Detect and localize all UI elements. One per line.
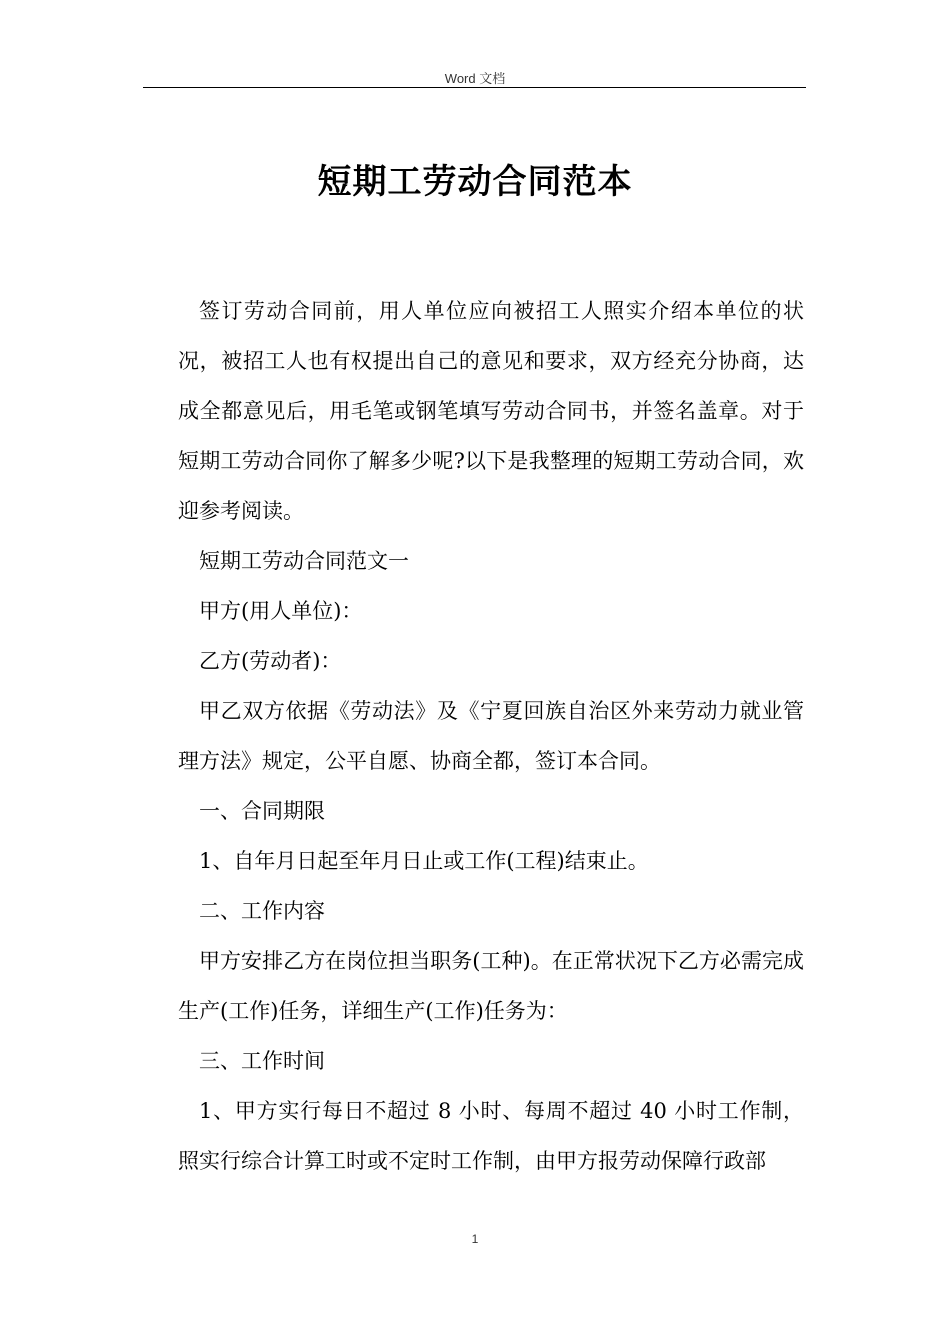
paragraph-party-a: 甲方(用人单位)： — [199, 599, 363, 623]
page-header-label: Word 文档 — [444, 71, 506, 86]
paragraph-term-clause: 1、自年月日起至年月日止或工作(工程)结束止。 — [199, 849, 649, 873]
section-heading-term: 一、合同期限 — [199, 799, 325, 823]
section-heading-work-hours: 三、工作时间 — [199, 1049, 325, 1073]
document-title: 短期工劳动合同范本 — [317, 162, 633, 202]
paragraph-legal-basis: 甲乙双方依据《劳动法》及《宁夏回族自治区外来劳动力就业管理方法》规定，公平自愿、协商全都，签订本合同。 — [178, 699, 804, 773]
paragraph-intro: 签订劳动合同前，用人单位应向被招工人照实介绍本单位的状况，被招工人也有权提出自己的意见和要求，双方经充分协商，达成全都意见后，用毛笔或钢笔填写劳动合同书，并签名盖章。对于短期工劳动合同你了解多少呢?以下是我整理的短期工劳动合同，欢迎参考阅读。 — [178, 299, 804, 523]
document-body — [178, 286, 804, 1186]
section-heading-work-content: 二、工作内容 — [199, 899, 325, 923]
paragraph-sample-heading: 短期工劳动合同范文一 — [199, 549, 409, 573]
paragraph-party-b: 乙方(劳动者)： — [199, 649, 342, 673]
paragraph-work-hours: 1、甲方实行每日不超过 8 小时、每周不超过 40 小时工作制，照实行综合计算工时或不定时工作制，由甲方报劳动保障行政部 — [178, 1099, 804, 1173]
paragraph-work-content: 甲方安排乙方在岗位担当职务(工种)。在正常状况下乙方必需完成生产(工作)任务，详细生产(工作)任务为： — [178, 949, 804, 1023]
page-number: 1 — [471, 1232, 479, 1246]
header-divider — [143, 87, 806, 88]
